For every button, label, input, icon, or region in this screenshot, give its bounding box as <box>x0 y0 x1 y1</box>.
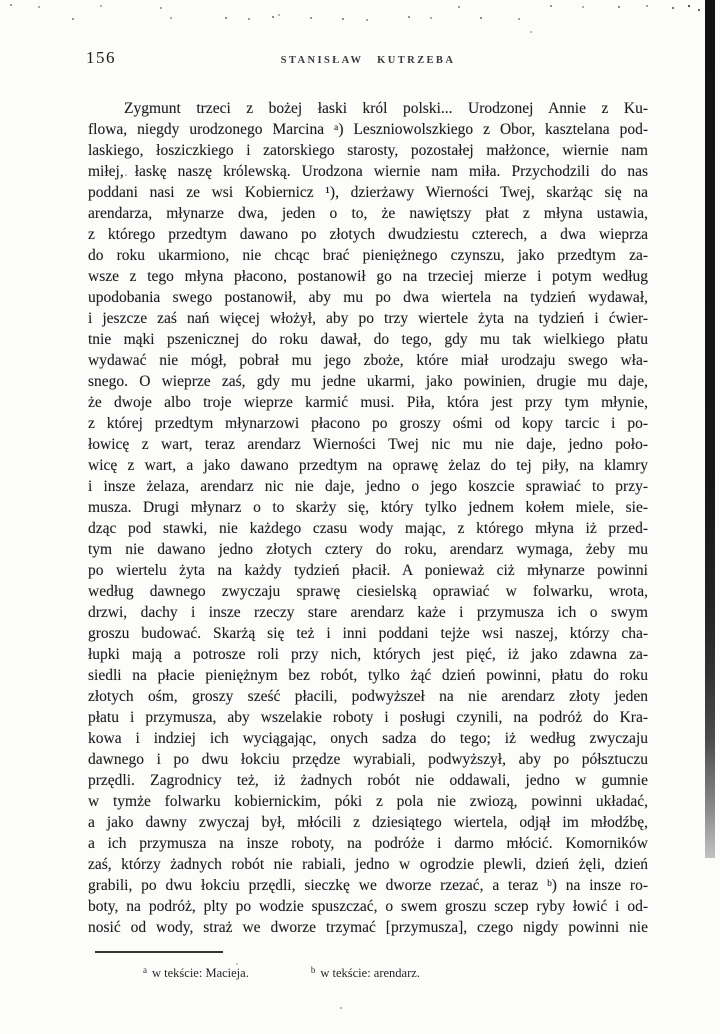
footnote-a <box>143 965 249 981</box>
scan-gutter-shadow <box>705 0 715 858</box>
body-line: złotych ośm, groszy sześć płacili, podwyższeł na nie arendarz złoty jeden <box>88 688 648 705</box>
body-line: przędli. Zagrodnicy też, iż żadnych robót nie oddawali, jedno w gumnie <box>88 772 648 789</box>
body-line: z którego przedtym dawano po złotych dwudziestu czterech, a dwa wieprza <box>88 226 648 243</box>
body-line: Zygmunt trzeci z bożej łaski król polski... Urodzonej Annie z Ku- <box>124 100 648 117</box>
body-line: z której przedtym młynarzowi płacono po groszy ośmi od kopy tarcic i po- <box>88 415 648 432</box>
body-line: do roku ukarmiono, nie chcąc brać pieniężnego czynszu, jako przedtym za- <box>88 247 648 264</box>
body-line: zaś, którzy żadnych robót nie rabiali, jedno w ogrodzie plewli, dzień żęli, dzień <box>88 856 648 873</box>
body-line: a jako dawny zwyczaj był, młócili z dziesiątego wiertela, odjął im młodźbę, <box>88 814 648 831</box>
body-line: kowa i indziej ich wyciągając, onych sadza do tego; iż według zwyczaju <box>88 730 648 747</box>
body-text <box>88 98 648 938</box>
body-line: wydawać nie mógł, pobrał mu jego zboże, które miał urodzaju swego wła- <box>88 352 648 369</box>
body-line: i jeszcze zaś nań więcej włożył, aby po trzy wiertele żyta na tydzień i ćwier- <box>88 310 648 327</box>
body-line: dawnego i po dwu łokciu przędze wyrabiali, podwyższył, aby po półsztuczu <box>88 751 648 768</box>
body-line: grabili, po dwu łokciu przędli, sieczkę we dworze rzezać, a teraz ᵇ) na insze ro- <box>88 877 648 894</box>
body-line: a ich przymusza na insze roboty, na podróże i darmo młócić. Komorników <box>88 835 648 852</box>
body-line: po wiertelu żyta na każdy tydzień płacił. A ponieważ ciż młynarze powinni <box>88 562 648 579</box>
body-line: arendarza, młynarze dwa, jeden o to, że nawiętszy płat z młyna ustawia, <box>88 205 648 222</box>
body-line: musza. Drugi młynarz o to skarży się, który tylko jednem kołem miele, sie- <box>88 499 648 516</box>
body-line: drzwi, dachy i insze rzeczy stare arendarz każe i przymusza ich o swym <box>88 604 648 621</box>
body-line: laskiego, łosziczkiego i zatorskiego starosty, pozostałej małżonce, wiernie nam <box>88 142 648 159</box>
body-line: poddani nasi ze wsi Kobiernicz ¹), dzierżawy Wierności Twej, skarżąc się na <box>88 184 648 201</box>
body-line: tym nie dawano jedno złotych cztery do roku, arendarz wymaga, żeby mu <box>88 541 648 558</box>
body-line: że dwoje albo troje wieprze karmić musi. Piła, która jest przy tym młynie, <box>88 394 648 411</box>
body-line: płatu i przymusza, aby wszelakie roboty i posługi czynili, na podróż do Kra- <box>88 709 648 726</box>
body-line: wicę z wart, a jako dawano przedtym na oprawę żelaz do tej piły, na klamry <box>88 457 648 474</box>
footnote-a-text: w tekście: Macieja. <box>152 966 249 980</box>
body-line: groszu budować. Skarżą się też i inni poddani tejże wsi naszej, którzy cha- <box>88 625 648 642</box>
page-number: 156 <box>86 48 116 67</box>
body-line: tnie mąki pszenicznej do roku dawał, do tego, gdy mu tak wielkiego płatu <box>88 331 648 348</box>
body-line: upodobania swego postanowił, aby mu po dwa wiertela na tydzień wydawał, <box>88 289 648 306</box>
footnote-b <box>311 965 420 981</box>
scan-noise-bottom <box>340 1007 342 1009</box>
scan-noise-top <box>10 4 12 6</box>
footnote-b-text: w tekście: arendarz. <box>320 966 420 980</box>
body-line: w tymże folwarku kobiernickim, póki z pola nie zwiozą, powinni układać, <box>88 793 648 810</box>
body-line: siedli na płacie pieniężnym bez robót, tylko żąć dzień powinni, płatu do roku <box>88 667 648 684</box>
body-line: snego. O wieprze zaś, gdy mu jedne ukarmi, jako powinien, drugie mu daje, <box>88 373 648 390</box>
body-line: nosić od wody, straż we dworze trzymać [przymusza], czego nigdy powinni nie <box>88 919 648 936</box>
body-line: dząc pod stawki, nie każdego czasu wody mając, z którego młyna iż przed- <box>88 520 648 537</box>
body-line: łowicę z wart, teraz arendarz Wierności Twej nic mu nie daje, jedno poło- <box>88 436 648 453</box>
running-header: STANISŁAW KUTRZEBA <box>280 55 456 66</box>
body-line: miłej, łaskę naszę królewską. Urodzona wiernie nam miła. Przychodzili do nas <box>88 163 648 180</box>
footnote-rule <box>95 951 223 953</box>
body-line: boty, na podróż, plty po wodzie spuszczać, o swem groszu sczep ryby łowić i od- <box>88 898 648 915</box>
footnote-b-marker: b <box>310 965 316 975</box>
body-line: i insze żelaza, arendarz nic nie daje, jedno o jego koszcie sprawiać to przy- <box>88 478 648 495</box>
footnotes <box>88 965 648 981</box>
body-line: łupki mają a potrosze roli przy nich, których jest pięć, iż jako zdawna za- <box>88 646 648 663</box>
body-line: flowa, niegdy urodzonego Marcina ᵃ) Leszniowolszkiego z Obor, kasztelana pod- <box>88 121 648 138</box>
body-line: według dawnego zwyczaju sprawę ciesielską oprawiać w folwarku, wrota, <box>88 583 648 600</box>
footnote-a-marker: a <box>143 965 147 975</box>
body-line: wsze z tego młyna płacono, postanowił go na trzeciej mierze i potym według <box>88 268 648 285</box>
